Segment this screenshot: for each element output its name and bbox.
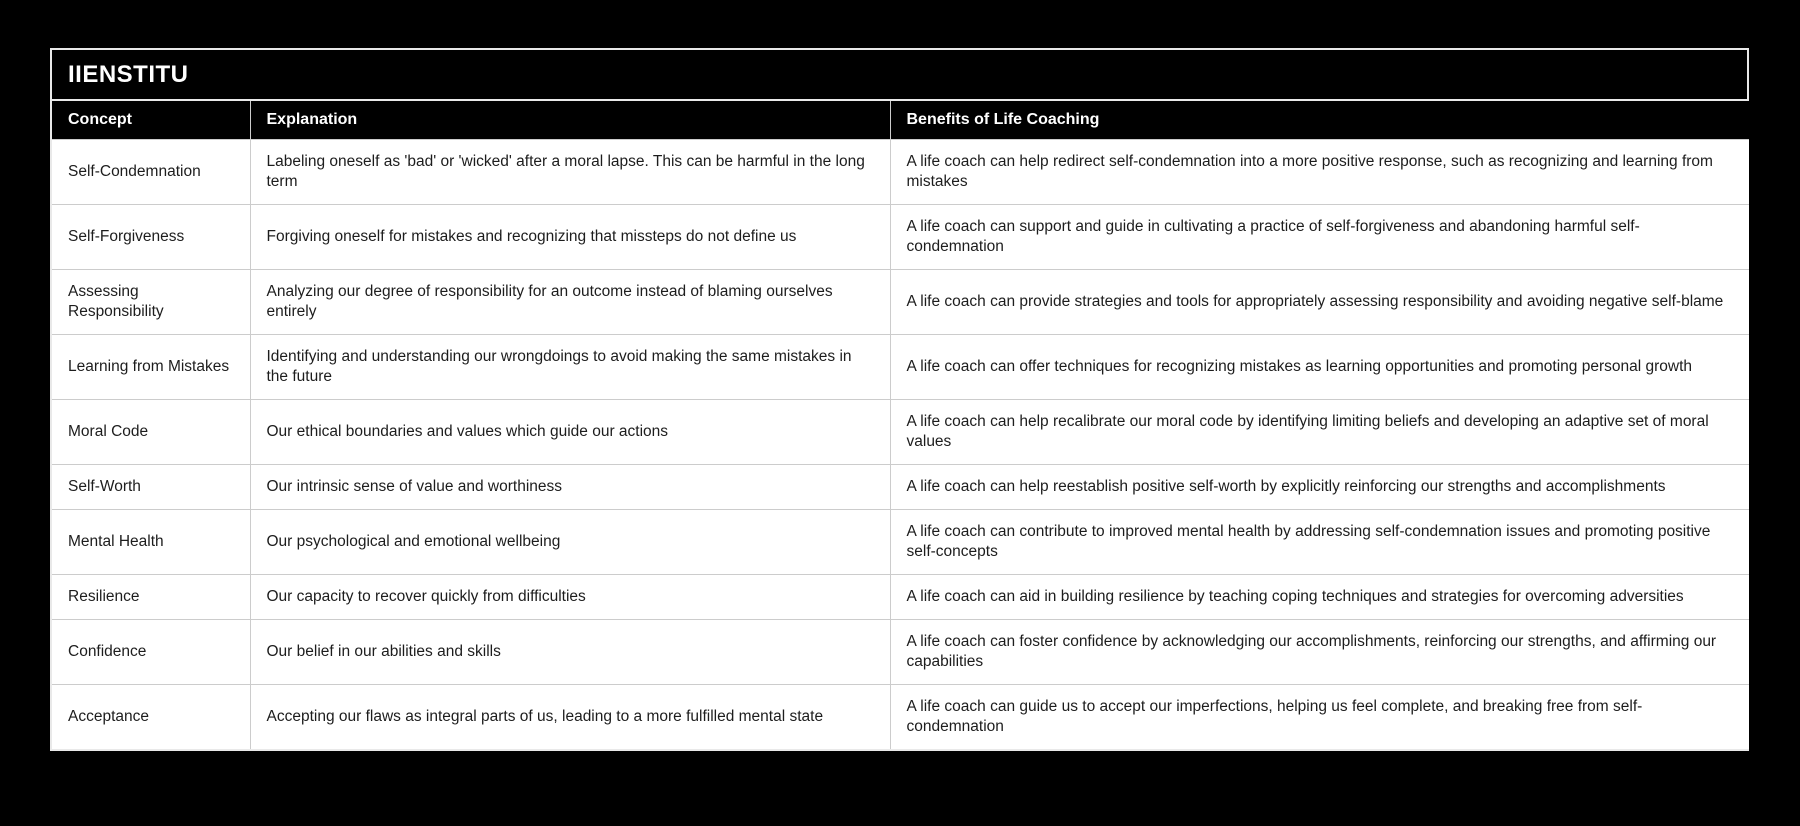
table-row bbox=[52, 574, 1749, 619]
table-row bbox=[52, 139, 1749, 204]
concept-cell: Confidence bbox=[52, 619, 250, 684]
explanation-cell: Analyzing our degree of responsibility for an outcome instead of blaming ourselves entirely bbox=[250, 269, 890, 334]
benefit-cell: A life coach can help reestablish positive self-worth by explicitly reinforcing our strengths and accomplishments bbox=[890, 464, 1749, 509]
table-row bbox=[52, 204, 1749, 269]
benefit-cell: A life coach can aid in building resilience by teaching coping techniques and strategies for overcoming adversities bbox=[890, 574, 1749, 619]
explanation-cell: Our belief in our abilities and skills bbox=[250, 619, 890, 684]
concept-cell: Learning from Mistakes bbox=[52, 334, 250, 399]
benefit-cell: A life coach can help recalibrate our moral code by identifying limiting beliefs and developing an adaptive set of moral values bbox=[890, 399, 1749, 464]
benefit-cell: A life coach can help redirect self-condemnation into a more positive response, such as recognizing and learning from mistakes bbox=[890, 139, 1749, 204]
table-row bbox=[52, 399, 1749, 464]
concept-cell: Self-Forgiveness bbox=[52, 204, 250, 269]
table-row bbox=[52, 509, 1749, 574]
explanation-cell: Our capacity to recover quickly from difficulties bbox=[250, 574, 890, 619]
table-header-row bbox=[52, 101, 1749, 139]
brand-title: IIENSTITU bbox=[52, 50, 1747, 101]
explanation-cell: Our ethical boundaries and values which guide our actions bbox=[250, 399, 890, 464]
table-row bbox=[52, 619, 1749, 684]
concept-cell: Mental Health bbox=[52, 509, 250, 574]
benefit-cell: A life coach can provide strategies and tools for appropriately assessing responsibility and avoiding negative self-blame bbox=[890, 269, 1749, 334]
concept-cell: Acceptance bbox=[52, 684, 250, 749]
table-row bbox=[52, 464, 1749, 509]
concept-cell: Resilience bbox=[52, 574, 250, 619]
concept-cell: Self-Condemnation bbox=[52, 139, 250, 204]
concept-cell: Moral Code bbox=[52, 399, 250, 464]
explanation-cell: Accepting our flaws as integral parts of us, leading to a more fulfilled mental state bbox=[250, 684, 890, 749]
concept-cell: Assessing Responsibility bbox=[52, 269, 250, 334]
benefit-cell: A life coach can support and guide in cultivating a practice of self-forgiveness and abandoning harmful self-condemnation bbox=[890, 204, 1749, 269]
explanation-cell: Our intrinsic sense of value and worthiness bbox=[250, 464, 890, 509]
table-row bbox=[52, 334, 1749, 399]
explanation-cell: Identifying and understanding our wrongdoings to avoid making the same mistakes in the future bbox=[250, 334, 890, 399]
column-header-benefits: Benefits of Life Coaching bbox=[890, 101, 1749, 139]
explanation-cell: Labeling oneself as 'bad' or 'wicked' after a moral lapse. This can be harmful in the long term bbox=[250, 139, 890, 204]
explanation-cell: Our psychological and emotional wellbeing bbox=[250, 509, 890, 574]
life-coaching-table bbox=[52, 101, 1749, 749]
table-row bbox=[52, 269, 1749, 334]
column-header-concept: Concept bbox=[52, 101, 250, 139]
benefit-cell: A life coach can contribute to improved mental health by addressing self-condemnation issues and promoting positive self-concepts bbox=[890, 509, 1749, 574]
benefit-cell: A life coach can foster confidence by acknowledging our accomplishments, reinforcing our strengths, and affirming our capabilities bbox=[890, 619, 1749, 684]
column-header-explanation: Explanation bbox=[250, 101, 890, 139]
benefit-cell: A life coach can guide us to accept our imperfections, helping us feel complete, and breaking free from self-condemnation bbox=[890, 684, 1749, 749]
concept-cell: Self-Worth bbox=[52, 464, 250, 509]
concepts-table-card bbox=[50, 48, 1749, 751]
explanation-cell: Forgiving oneself for mistakes and recognizing that missteps do not define us bbox=[250, 204, 890, 269]
benefit-cell: A life coach can offer techniques for recognizing mistakes as learning opportunities and promoting personal growth bbox=[890, 334, 1749, 399]
table-row bbox=[52, 684, 1749, 749]
